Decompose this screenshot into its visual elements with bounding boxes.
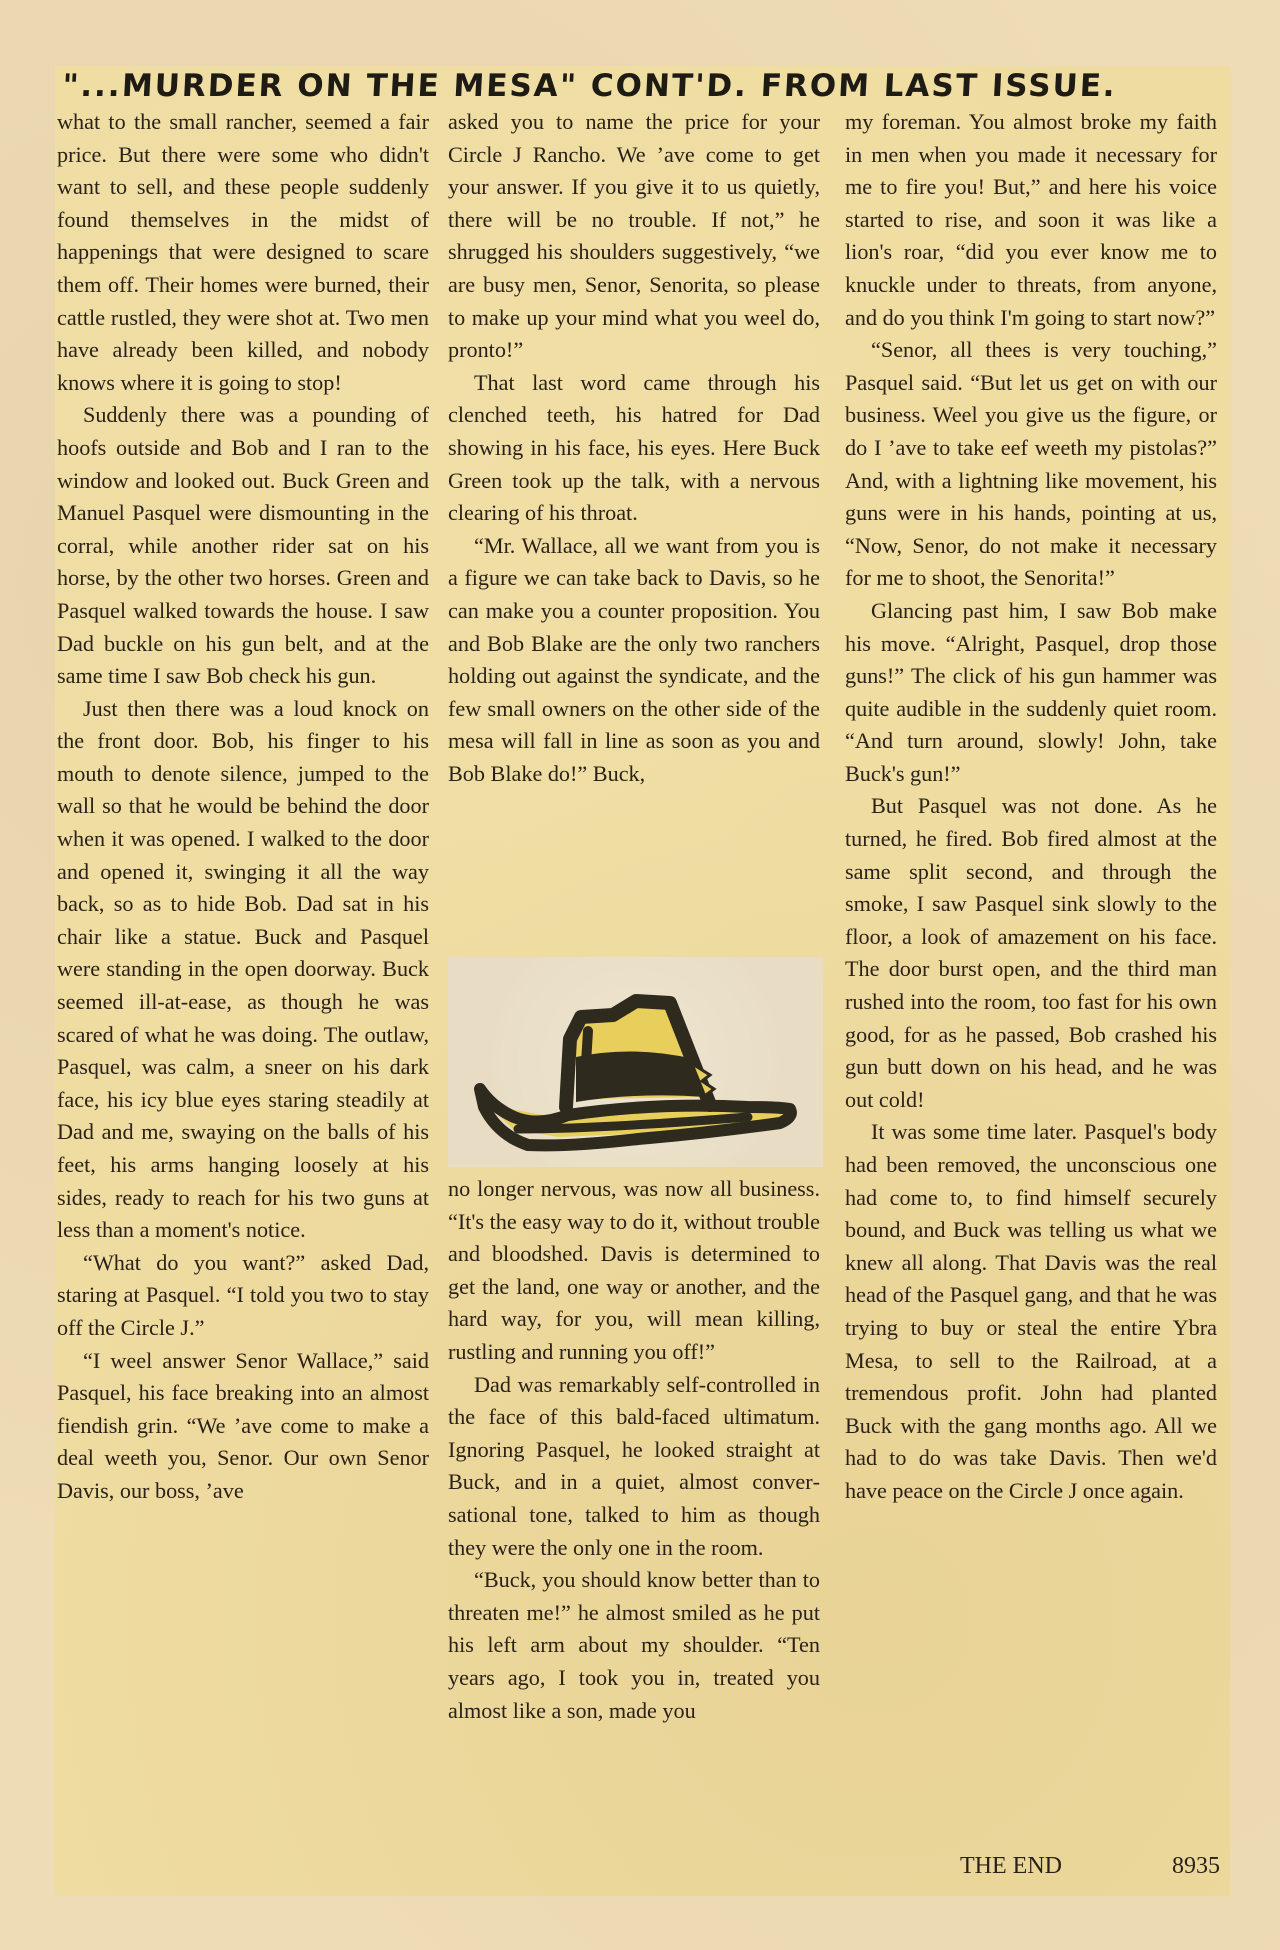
cowboy-hat-icon xyxy=(448,957,823,1167)
paragraph: what to the small rancher, seemed a fair price. But there were some who didn't want to sell, and these people suddenly found themselves in the midst of happenings that were designed to scare them off. Their homes were burned, their cattle rustled, they were shot at. Two men have already been killed, and nobody knows where it is going to stop! xyxy=(57,109,429,395)
paragraph: “What do you want?” asked Dad, staring at Pasquel. “I told you two to stay off the Circle J.” xyxy=(57,1249,429,1340)
paragraph: Just then there was a loud knock on the front door. Bob, his finger to his mouth to denote silence, jumped to the wall so that he would be behind the door when it was opened. I walked to the door and opened it, swinging it all the way back, so as to hide Bob. Dad sat in his chair like a statue. Buck and Pasquel were standing in the open doorway. Buck seemed ill-at-ease, as though he was scared of what he was doing. The outlaw, Pasquel, was calm, a sneer on his dark face, his icy blue eyes staring steadily at Dad and me, swaying on the balls of his feet, his arms hanging loosely at his sides, ready to reach for his two guns at less than a moment's notice. xyxy=(57,695,429,1243)
page-code: 8935 xyxy=(1172,1853,1220,1879)
paragraph: my foreman. You almost broke my faith in men when you made it necessary for me to fire you! But,” and here his voice started to rise, and soon it was like a lion's roar, “did you ever know me to knuckle under to threats, from anyone, and do you think I'm going to start now?” xyxy=(845,109,1217,330)
paragraph: Dad was remarkably self-controlled in the face of this bald-faced ultimatum. Ignoring Pasquel, he looked straight at Buck, and in a quiet, almost conversational tone, talked to him as though they were the only one in the room. xyxy=(448,1371,820,1560)
story-heading: "...MURDER ON THE MESA" CONT'D. FROM LAST ISSUE. xyxy=(61,68,1118,104)
paragraph: “Mr. Wallace, all we want from you is a figure we can take back to Davis, so he can make you a counter proposition. You and Bob Blake are the only two ranchers holding out against the syndicate, and the few small owners on the other side of the mesa will fall in line as soon as you and Bob Blake do!” Buck, xyxy=(448,532,820,786)
paragraph: “Senor, all thees is very touching,” Pasquel said. “But let us get on with our business. Weel you give us the figure, or do I ’ave to take eef weeth my pistolas?” And, with a lightning like movement, his guns were in his hands, pointing at us, “Now, Senor, do not make it necessary for me to shoot, the Senorita!” xyxy=(845,337,1217,591)
paragraph: Suddenly there was a pounding of hoofs outside and Bob and I ran to the window and looked out. Buck Green and Manuel Pasquel were dismounting in the corral, while another rider sat on his horse, by the other two horses. Green and Pasquel walked towards the house. I saw Dad buckle on his gun belt, and at the same time I saw Bob check his gun. xyxy=(57,402,429,689)
text-column-middle-lower xyxy=(448,1173,820,1727)
paragraph: asked you to name the price for your Circle J Rancho. We ’ave come to get your answer. If you give it to us quietly, there will be no trouble. If not,” he shrugged his shoulders suggestively, “we are busy men, Senor, Senorita, so please to make up your mind what you weel do, pronto!” xyxy=(448,109,820,363)
paragraph: Glancing past him, I saw Bob make his move. “Alright, Pasquel, drop those guns!” The click of his gun hammer was quite audible in the suddenly quiet room. “And turn around, slowly! John, take Buck's gun!” xyxy=(845,597,1217,786)
paragraph: “I weel answer Senor Wallace,” said Pasquel, his face breaking into an almost fiendish grin. “We ’ave come to make a deal weeth you, Senor. Our own Senor Davis, our boss, ’ave xyxy=(57,1347,429,1503)
hat-illustration xyxy=(448,957,823,1167)
text-column-middle xyxy=(448,106,820,1723)
text-column-left xyxy=(57,106,429,1508)
text-column-right xyxy=(845,106,1217,1508)
paragraph: It was some time later. Pasquel's body had been removed, the unconscious one had come to, to find himself securely bound, and Buck was telling us what we knew all along. That Davis was the real head of the Pasquel gang, and that he was trying to buy or steal the entire Ybra Mesa, to sell to the Railroad, at a tremendous profit. John had planted Buck with the gang months ago. All we had to do was take Davis. Then we'd have peace on the Circle J once again. xyxy=(845,1119,1217,1503)
footer-line xyxy=(960,1853,1220,1887)
the-end-label: THE END xyxy=(960,1853,1062,1879)
paragraph: But Pasquel was not done. As he turned, he fired. Bob fired almost at the same split second, and through the smoke, I saw Pasquel sink slowly to the floor, a look of amazement on his face. The door burst open, and the third man rushed into the room, too fast for his own good, for as he passed, Bob crashed his gun butt down on his head, and he was out cold! xyxy=(845,793,1217,1112)
paragraph: That last word came through his clenched teeth, his hatred for Dad showing in his face, his eyes. Here Buck Green took up the talk, with a nervous clearing of his throat. xyxy=(448,369,820,526)
paragraph: no longer nervous, was now all business. “It's the easy way to do it, without trouble and bloodshed. Davis is determined to get the land, one way or another, and the hard way, for you, will mean killing, rustling and running you off!” xyxy=(448,1176,820,1364)
paragraph: “Buck, you should know better than to threaten me!” he almost smiled as he put his left arm about my shoulder. “Ten years ago, I took you in, treated you almost like a son, made you xyxy=(448,1567,820,1723)
